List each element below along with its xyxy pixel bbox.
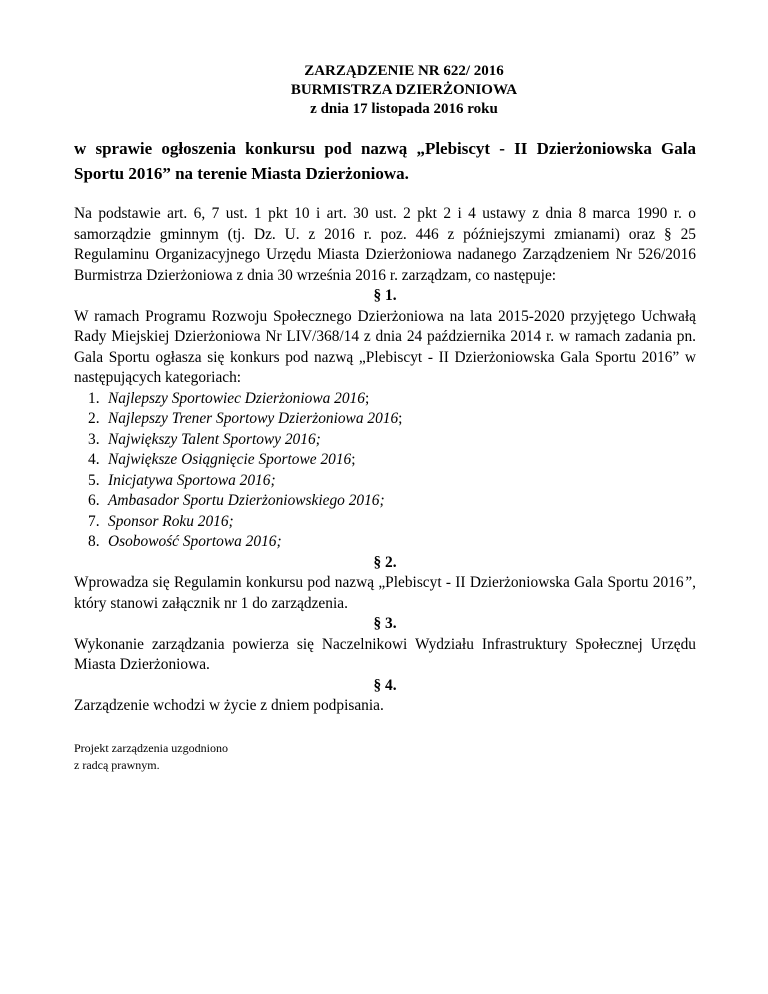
category-list [74, 389, 696, 553]
section-3-heading: § 3. [373, 615, 397, 632]
list-item-number: 8. [88, 533, 100, 550]
ordinance-subject: w sprawie ogłoszenia konkursu pod nazwą „Plebiscyt - II Dzierżoniowska Gala Sportu 2016” na terenie Miasta Dzierżoniowa. [74, 139, 696, 183]
list-item-number: 6. [88, 492, 100, 509]
list-item-number: 4. [88, 451, 100, 468]
section-2-heading: § 2. [373, 553, 397, 571]
list-item [74, 430, 696, 451]
section-1-heading: § 1. [373, 287, 397, 304]
list-item-number: 5. [88, 471, 100, 489]
section-2-text [74, 573, 696, 614]
list-item-number: 1. [88, 389, 100, 407]
list-item-label: Największy Talent Sportowy 2016; [108, 430, 321, 448]
list-item [74, 409, 696, 430]
list-item-label: Największe Osiągnięcie Sportowe 2016 [108, 451, 352, 468]
approval-note-line-2: z radcą prawnym. [74, 757, 160, 772]
document-body [74, 204, 696, 717]
list-item-suffix: ; [398, 410, 403, 427]
section-2-text-end: , który stanowi załącznik nr 1 do zarządzenia. [74, 574, 696, 612]
list-item [74, 512, 696, 533]
section-4-heading: § 4. [373, 676, 397, 694]
legal-approval-note [74, 740, 696, 774]
document-header [112, 62, 696, 119]
section-4-text: Zarządzenie wchodzi w życie z dniem podpisania. [74, 697, 384, 714]
list-item-label: Sponsor Roku 2016; [108, 512, 234, 530]
section-1-text: W ramach Programu Rozwoju Społecznego Dzierżoniowa na lata 2015-2020 przyjętego Uchwałą Rady Miejskiej Dzierżoniowa Nr LIV/368/14 z dnia 24 października 2014 r. w ramach zadania pn. Gala Sportu ogłasza się konkurs pod nazwą „Plebiscyt - II Dzierżoniowska Gala Sportu 2016” w następujących kategoriach: [74, 307, 696, 386]
list-item-suffix: ; [351, 451, 356, 468]
list-item-suffix: ; [364, 389, 370, 407]
list-item [74, 450, 696, 471]
section-2-closing-quote: ” [683, 574, 693, 591]
list-item-label: Inicjatywa Sportowa 2016; [108, 471, 276, 489]
list-item-number: 7. [88, 512, 100, 530]
section-2-text-main: Wprowadza się Regulamin konkursu pod nazwą „Plebiscyt - II Dzierżoniowska Gala Sportu 2016 [74, 574, 684, 591]
issuer: BURMISTRZA DZIERŻONIOWA [290, 82, 518, 98]
list-item-label: Najlepszy Trener Sportowy Dzierżoniowa 2016 [108, 410, 399, 427]
list-item-number: 2. [88, 410, 100, 427]
ordinance-number: ZARZĄDZENIE NR 622/ 2016 [304, 63, 504, 79]
legal-basis-paragraph: Na podstawie art. 6, 7 ust. 1 pkt 10 i art. 30 ust. 2 pkt 2 i 4 ustawy z dnia 8 marca 1990 r. o samorządzie gminnym (tj. Dz. U. z 2016 r. poz. 446 z późniejszymi zmianami) oraz § 25 Regulaminu Organizacyjnego Urzędu Miasta Dzierżoniowa nadanego Zarządzeniem Nr 526/2016 Burmistrza Dzierżoniowa z dnia 30 września 2016 r. zarządzam, co następuje: [74, 205, 696, 284]
list-item [74, 389, 696, 410]
document-page [74, 62, 696, 774]
approval-note-line-1: Projekt zarządzenia uzgodniono [74, 740, 228, 755]
list-item [74, 471, 696, 492]
list-item [74, 491, 696, 512]
list-item-label: Osobowość Sportowa 2016; [108, 533, 282, 550]
list-item-label: Ambasador Sportu Dzierżoniowskiego 2016; [108, 492, 385, 509]
list-item-number: 3. [88, 430, 100, 448]
list-item [74, 532, 696, 553]
section-3-text: Wykonanie zarządzania powierza się Naczelnikowi Wydziału Infrastruktury Społecznej Urzędu Miasta Dzierżoniowa. [74, 635, 696, 673]
list-item-label: Najlepszy Sportowiec Dzierżoniowa 2016 [108, 389, 365, 407]
ordinance-date: z dnia 17 listopada 2016 roku [310, 101, 498, 117]
